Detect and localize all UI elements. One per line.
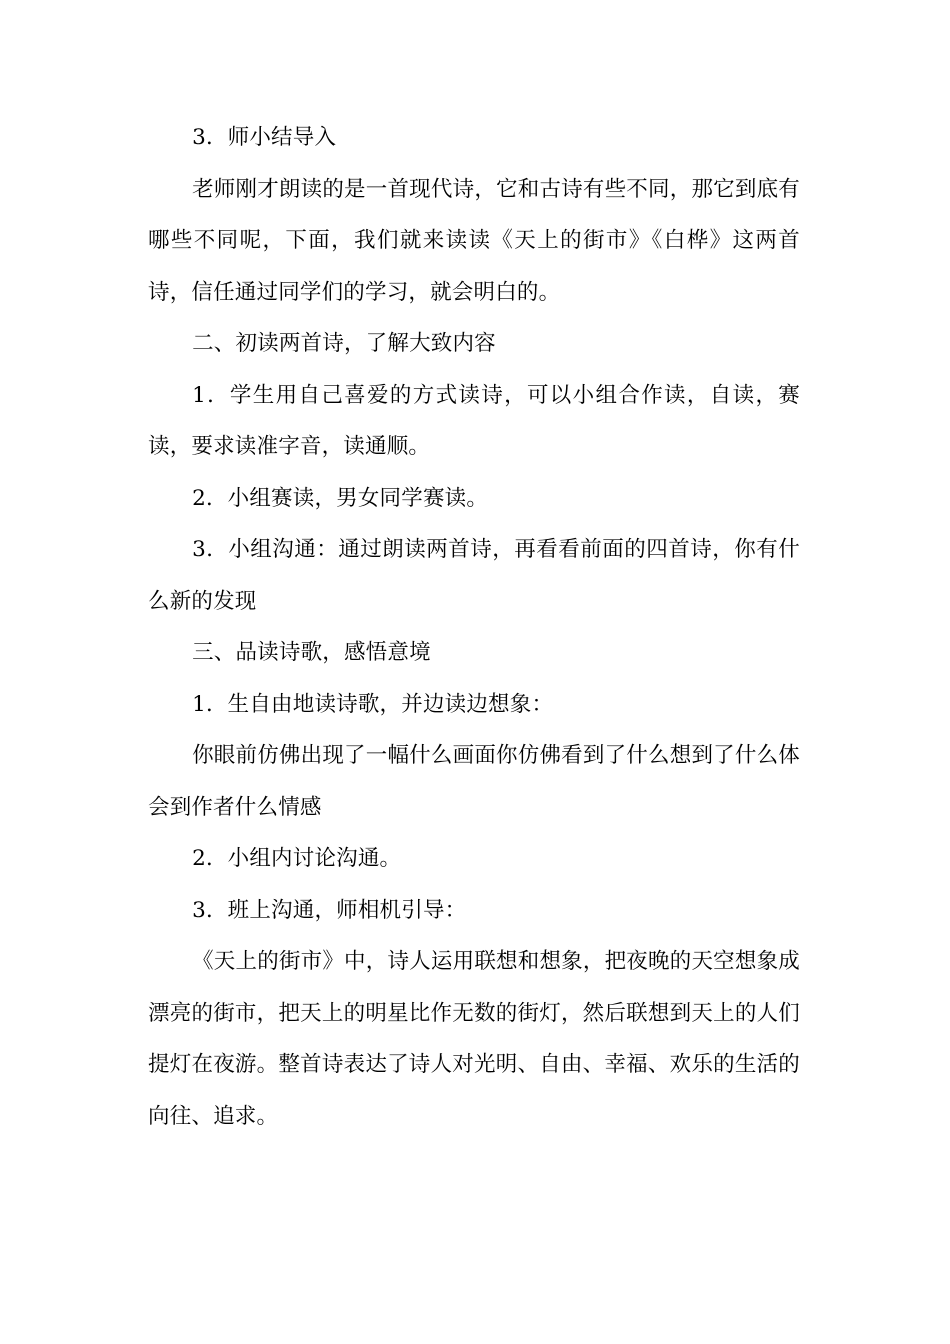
paragraph-imagination-questions: 你眼前仿佛出现了一幅什么画面你仿佛看到了什么想到了什么体会到作者什么情感: [148, 743, 800, 820]
paragraph-teacher-intro: 老师刚才朗读的是一首现代诗，它和古诗有些不同，那它到底有哪些不同呢，下面，我们就来读读《天上的街市》《白桦》这两首诗，信任通过同学们的学习，就会明白的。: [148, 176, 800, 305]
section-heading-appreciation: 三、品读诗歌，感悟意境: [192, 640, 431, 665]
section-heading-first-reading: 二、初读两首诗，了解大致内容: [192, 331, 496, 356]
paragraph-step-1-free-reading: 1．生自由地读诗歌，并边读边想象：: [192, 691, 554, 717]
paragraph-step-2-group-reading: 2．小组赛读，男女同学赛读。: [192, 485, 489, 511]
document-body: [148, 112, 800, 1142]
paragraph-step-2-group-talk: 2．小组内讨论沟通。: [192, 846, 402, 871]
paragraph-step-3-class-talk: 3．班上沟通，师相机引导：: [192, 897, 467, 923]
paragraph-teacher-summary-heading: 3．师小结导入: [192, 125, 337, 150]
paragraph-step-1-reading: 1．学生用自己喜爱的方式读诗，可以小组合作读，自读，赛读，要求读准字音，读通顺。: [148, 382, 800, 459]
paragraph-poem-analysis: 《天上的街市》中，诗人运用联想和想象，把夜晚的天空想象成漂亮的街市，把天上的明星比作无数的街灯，然后联想到天上的人们提灯在夜游。整首诗表达了诗人对光明、自由、幸福、欢乐的生活的向往、追求。: [148, 949, 800, 1129]
paragraph-step-3-group-discussion: 3．小组沟通：通过朗读两首诗，再看看前面的四首诗，你有什么新的发现: [148, 537, 800, 614]
